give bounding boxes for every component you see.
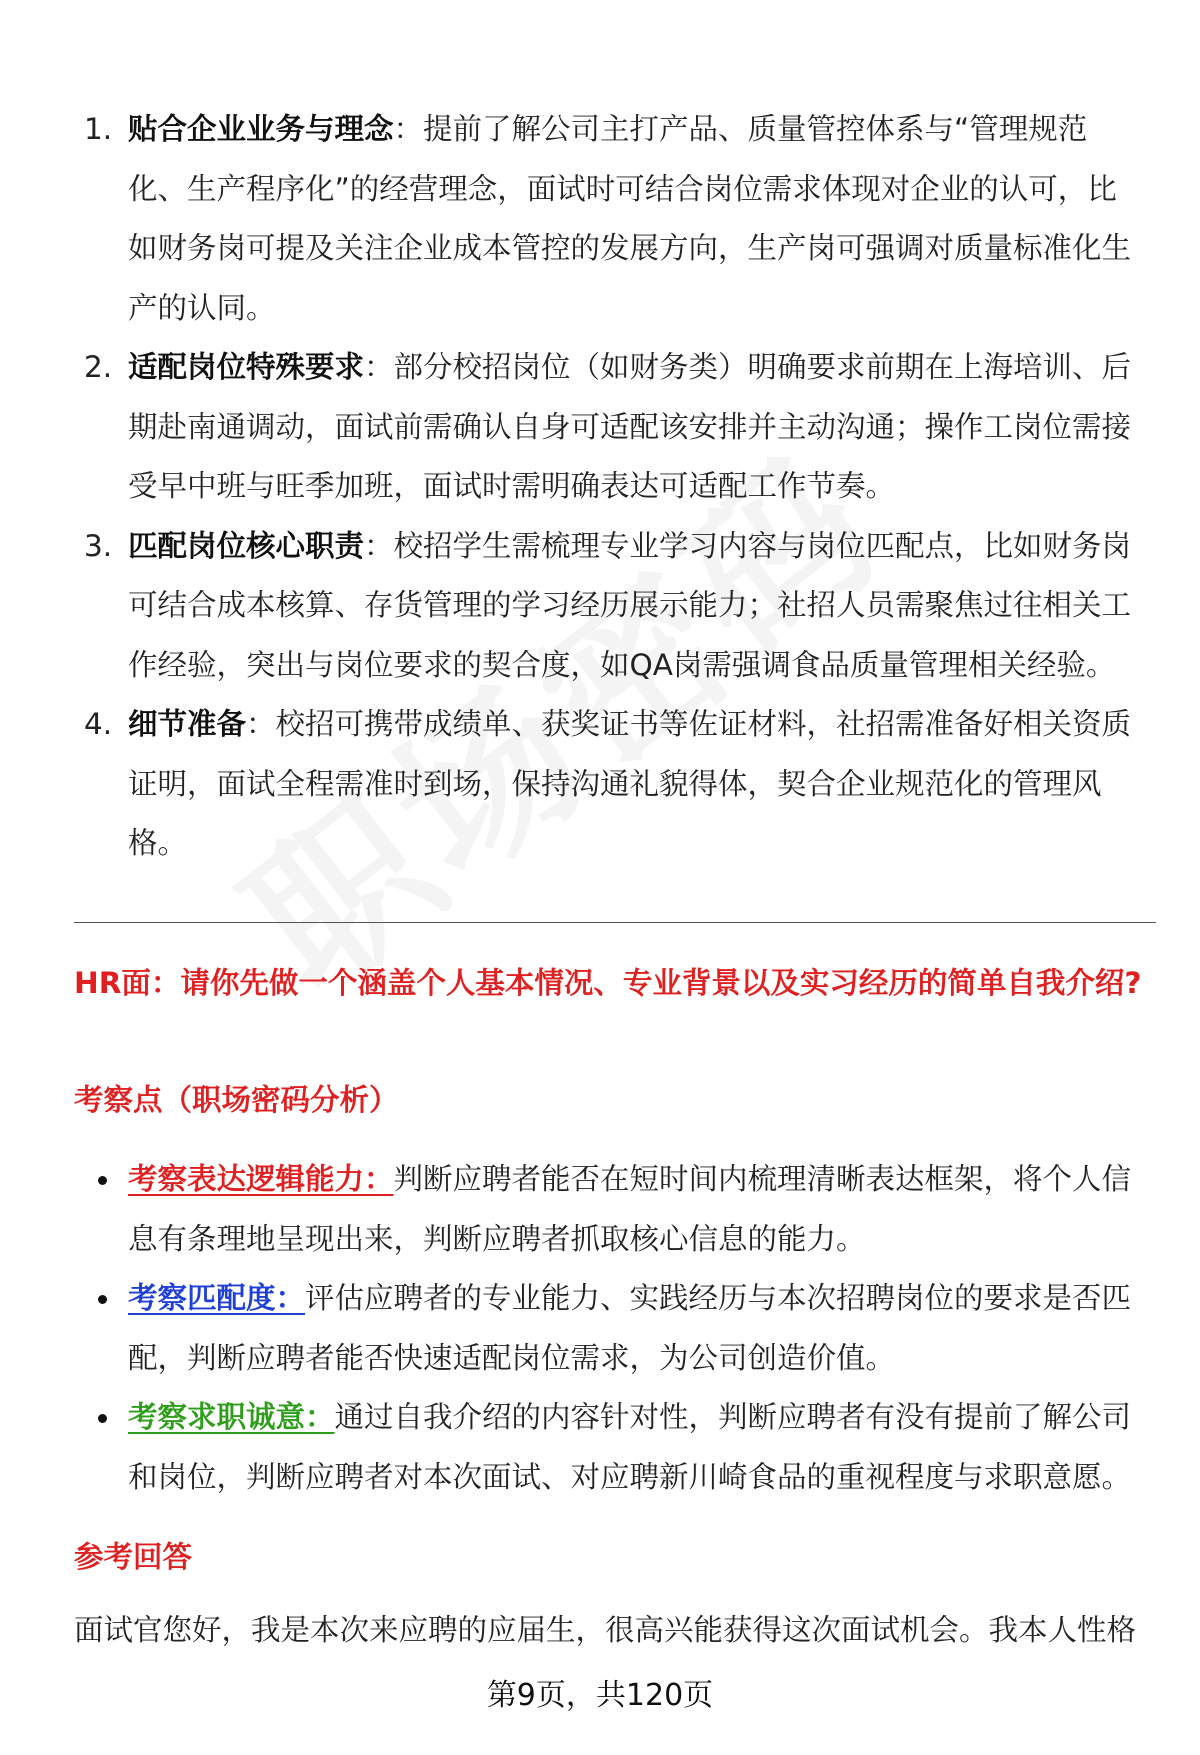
answer-heading: 参考回答 — [74, 1540, 193, 1574]
bullet-text: 评估应聘者的专业能力、实践经历与本次招聘岗位的要求是否匹配，判断应聘者能否快速适配岗位需求，为公司创造价值。 — [128, 1281, 1132, 1375]
list-item-text: ：校招可携带成绩单、获奖证书等佐证材料，社招需准备好相关资质证明，面试全程需准时到场，保持沟通礼貌得体，契合企业规范化的管理风格。 — [128, 707, 1132, 860]
bullet-dot-icon — [98, 1295, 107, 1304]
list-item — [0, 338, 1144, 517]
bullet-text: 通过自我介绍的内容针对性，判断应聘者有没有提前了解公司和岗位，判断应聘者对本次面试、对应聘新川崎食品的重视程度与求职意愿。 — [128, 1400, 1132, 1494]
bullet-dot-icon — [98, 1176, 107, 1185]
list-item — [0, 1388, 1144, 1507]
bullet-dot-icon — [98, 1414, 107, 1423]
list-item-lead: 适配岗位特殊要求 — [128, 350, 365, 384]
bullet-text: 判断应聘者能否在短时间内梳理清晰表达框架，将个人信息有条理地呈现出来，判断应聘者抓取核心信息的能力。 — [128, 1162, 1132, 1256]
analysis-points-list — [0, 1150, 1200, 1507]
list-item-lead: 细节准备 — [128, 707, 247, 741]
interview-tips-list — [0, 100, 1200, 874]
list-number: 4. — [84, 707, 113, 741]
bullet-lead: 考察匹配度： — [128, 1281, 306, 1315]
list-item-text: ：提前了解公司主打产品、质量管控体系与“管理规范化、生产程序化”的经营理念，面试时可结合岗位需求体现对企业的认可，比如财务岗可提及关注企业成本管控的发展方向，生产岗可强调对质量标准化生产的认同。 — [128, 112, 1132, 325]
list-number: 2. — [84, 350, 113, 384]
answer-text: 面试官您好，我是本次来应聘的应届生，很高兴能获得这次面试机会。我本人性格 — [74, 1613, 1137, 1647]
list-item-lead: 贴合企业业务与理念 — [128, 112, 394, 146]
list-item-text: ：部分校招岗位（如财务类）明确要求前期在上海培训、后期赴南通调动，面试前需确认自身可适配该安排并主动沟通；操作工岗位需接受早中班与旺季加班，面试时需明确表达可适配工作节奏。 — [128, 350, 1132, 503]
list-item — [0, 695, 1144, 874]
list-number: 1. — [84, 112, 113, 146]
list-item — [0, 100, 1144, 338]
bullet-lead: 考察表达逻辑能力： — [128, 1162, 394, 1196]
list-item — [0, 517, 1144, 696]
page-number: 第9页，共120页 — [486, 1678, 714, 1713]
hr-question-heading: HR面：请你先做一个涵盖个人基本情况、专业背景以及实习经历的简单自我介绍? — [74, 966, 1142, 1000]
section-divider — [74, 922, 1156, 923]
list-item — [0, 1150, 1144, 1269]
list-item — [0, 1269, 1144, 1388]
list-item-lead: 匹配岗位核心职责 — [128, 528, 365, 563]
analysis-heading: 考察点（职场密码分析） — [74, 1083, 399, 1117]
list-number: 3. — [84, 528, 113, 563]
list-item-text: ：校招学生需梳理专业学习内容与岗位匹配点，比如财务岗可结合成本核算、存货管理的学习经历展示能力；社招人员需聚焦过往相关工作经验，突出与岗位要求的契合度，如QA岗需强调食品质量管理相关经验。 — [128, 528, 1132, 682]
bullet-lead: 考察求职诚意： — [128, 1400, 335, 1434]
